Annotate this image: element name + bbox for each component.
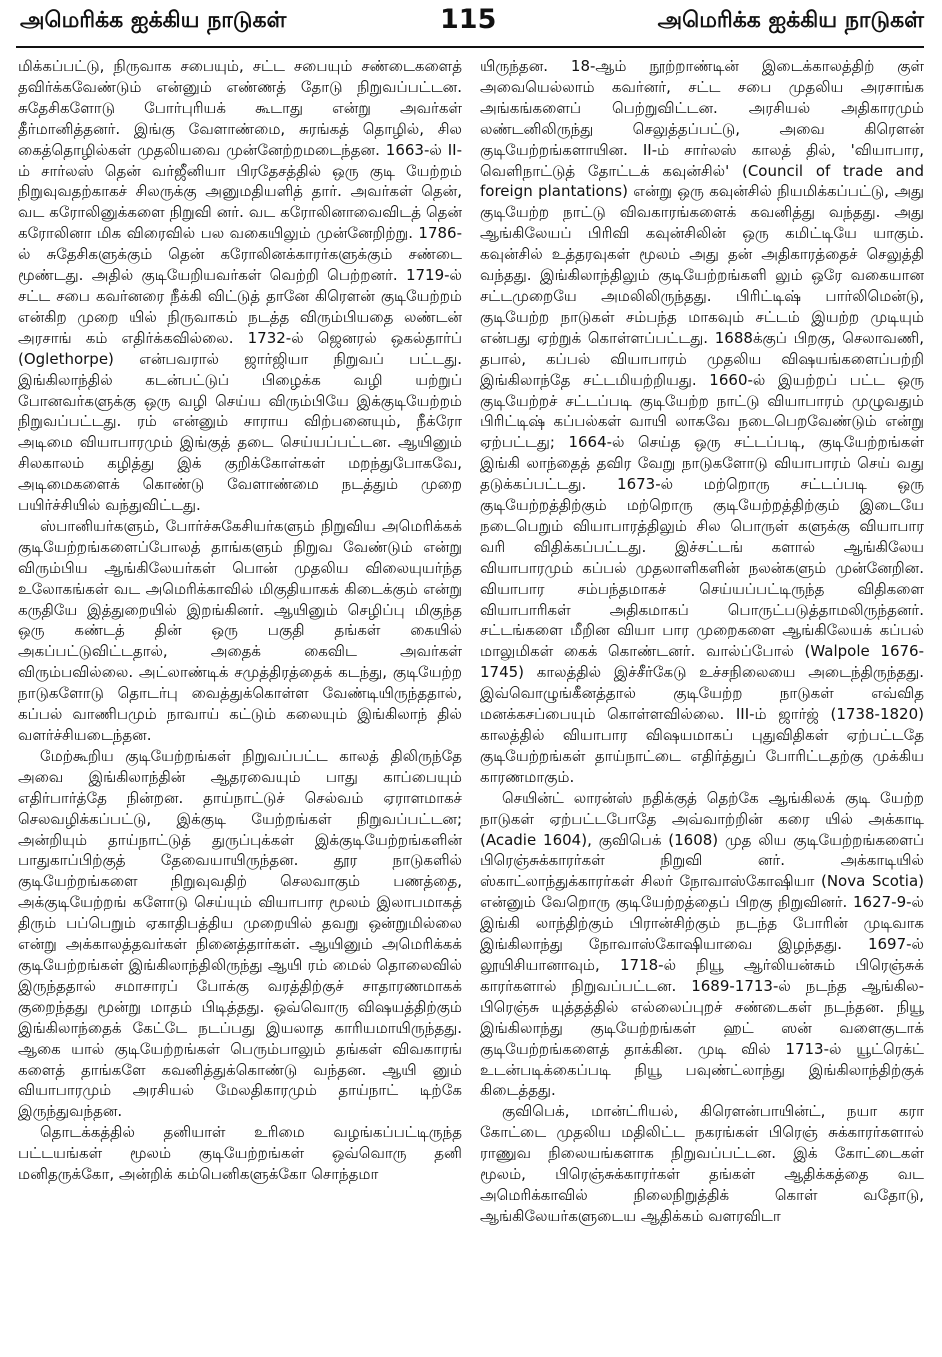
running-header: [0, 4, 942, 44]
right-column: [480, 56, 924, 1227]
page-number: 115: [440, 4, 497, 35]
header-right-title: அமெரிக்க ஐக்கிய நாடுகள்: [657, 8, 924, 33]
header-left-title: அமெரிக்க ஐக்கிய நாடுகள்: [20, 8, 287, 33]
left-column: [18, 56, 462, 1185]
paragraph: ஸ்பானியர்களும், போர்ச்சுகேசியர்களும் நிறுவிய அமெரிக்கக் குடியேற்றங்களைப்போலத் தாங்களும் நிறுவ வேண்டும் என்று விரும்பிய ஆங்கிலேயர்கள் பொன் முதலிய விலையுயர்ந்த உலோகங்கள் வட அமெரிக்காவில் மிகுதியாகக் கிடைக்கும் என்று கருதியே இத்துறையில் இறங்கினர். ஆயினும் செழிப்பு மிகுந்த ஒரு கண்டத் தின் ஒரு பகுதி தங்கள் கையில் அகப்பட்டுவிட்டதால், அதைக் கைவிட அவர்கள் விரும்பவில்லை. அட்லாண்டிக் சமுத்திரத்தைக் கடந்து, குடியேற்ற நாடுகளோடு தொடர்பு வைத்துக்கொள்ள வேண்டியிருந்ததால், கப்பல் வாணிபமும் நாவாய் கட்டும் கலையும் இங்கிலாந் தில் வளர்ச்சியடைந்தன.: [18, 516, 462, 744]
paragraph: மிக்கப்பட்டு, நிருவாக சபையும், சட்ட சபையும் சண்டைகளைத் தவிர்க்கவேண்டும் என்னும் எண்ணத் தோடு நிறுவப்பட்டன. சுதேசிகளோடு போர்புரியக் கூடாது என்று அவர்கள் தீர்மானித்தனர். இங்கு வேளாண்மை, சுரங்கத் தொழில், சில கைத்தொழில்கள் முதலியவை முன்னேற்றமடைந்தன. 1663-ல் II-ம் சார்லஸ் தென் வர்ஜீனியா பிரதேசத்தில் ஒரு குடி யேற்றம் நிறுவுவதற்காகச் சிலருக்கு அனுமதியளித் தார். அவர்கள் தென், வட கரோலினுக்களை நிறுவி னர். வட கரோலினாவைவிடத் தென் கரோலினா மிக விரைவில் பல வகையிலும் முன்னேறிற்று. 1786-ல் சுதேசிகளுக்கும் தென் கரோலினக்காரர்களுக்கும் சண்டை மூண்டது. அதில் குடியேறியவர்கள் வெற்றி பெற்றனர். 1719-ல் சட்ட சபை கவர்னரை நீக்கி விட்டுத் தானே கிரௌன் குடியேற்றம் என்கிற முறை யில் நிருவாகம் நடத்த விரும்பியதை லண்டன் அரசாங் கம் எதிர்க்கவில்லை. 1732-ல் ஜெனரல் ஒகல்தார்ப் (Oglethorpe) என்பவரால் ஜார்ஜியா நிறுவப் பட்டது. இங்கிலாந்தில் கடன்பட்டுப் பிழைக்க வழி யற்றுப் போனவர்களுக்கு ஒரு வழி செய்ய விரும்பியே இக்குடியேற்றம் நிறுவப்பட்டது. ரம் என்னும் சாராய விற்பனையும், நீக்ரோ அடிமை வியாபாரமும் இங்குத் தடை செய்யப்பட்டன. ஆயினும் சிலகாலம் கழித்து இக் குறிக்கோள்கள் மறந்துபோகவே, அடிமைகளைக் கொண்டு வேளாண்மை நடத்தும் முறை பயிர்ச்சியில் வந்துவிட்டது.: [18, 57, 462, 515]
paragraph: தொடக்கத்தில் தனியாள் உரிமை வழங்கப்பட்டிருந்த பட்டயங்கள் மூலம் குடியேற்றங்கள் ஒவ்வொரு தனி மனிதருக்கோ, அன்றிக் கம்பெனிகளுக்கோ சொந்தமா: [18, 1123, 462, 1184]
header-rule: [16, 46, 924, 48]
paragraph: மேற்கூறிய குடியேற்றங்கள் நிறுவப்பட்ட காலத் திலிருந்தே அவை இங்கிலாந்தின் ஆதரவையும் பாது காப்பையும் எதிர்பார்த்தே நின்றன. தாய்நாட்டுச் செல்வம் ஏராளமாகச் செலவழிக்கப்பட்டு, இக்குடி யேற்றங்கள் நிறுவப்பட்டன; அன்றியும் தாய்நாட்டுத் துருப்புக்கள் இக்குடியேற்றங்களின் பாதுகாப்பிற்குத் தேவையாயிருந்தன. தூர நாடுகளில் குடியேற்றங்களை நிறுவுவதிற் செலவாகும் பணத்தை, அக்குடியேற்றங் களோடு செய்யும் வியாபார மூலம் இலாபமாகத் திரும் பப்பெறும் ஏகாதிபத்திய முறையில் தவறு ஒன்றுமில்லை என்று அக்காலத்தவர்கள் நினைத்தார்கள். ஆயினும் அமெரிக்கக் குடியேற்றங்கள் இங்கிலாந்திலிருந்து ஆயி ரம் மைல் தொலைவில் இருந்ததால் சமாசாரப் போக்கு வரத்திற்குச் சாதாரணமாகக் குறைந்தது மூன்று மாதம் பிடித்தது. ஒவ்வொரு விஷயத்திற்கும் இங்கிலாந்தைக் கேட்டே நடப்பது இயலாத காரியமாயிருந்தது. ஆகை யால் குடியேற்றங்கள் பெரும்பாலும் தங்கள் விவகாரங் களைத் தாங்களே கவனித்துக்கொண்டு வந்தன. ஆயி னும் வியாபாரமும் அரசியல் மேலதிகாரமும் தாய்நாட் டிற்கே இருந்துவந்தன.: [18, 746, 462, 1121]
paragraph: குவிபெக், மான்ட்ரியல், கிரௌன்பாயின்ட், நயா கரா கோட்டை முதலிய மதிலிட்ட நகரங்கள் பிரெஞ் சுக்காரர்களால் ராணுவ நிலையங்களாக நிறுவப்பட்டன. இக் கோட்டைகள் மூலம், பிரெஞ்சுக்காரர்கள் தங்கள் ஆதிக்கத்தை வட அமெரிக்காவில் நிலைநிறுத்திக் கொள் வதோடு, ஆங்கிலேயர்களுடைய ஆதிக்கம் வளரவிடா: [480, 1102, 924, 1225]
paragraph: யிருந்தன. 18-ஆம் நூற்றாண்டின் இடைக்காலத்திற் குள் அவையெல்லாம் கவர்னர், சட்ட சபை முதலிய அரசாங்க அங்கங்களைப் பெற்றுவிட்டன. அரசியல் அதிகாரமும் லண்டனிலிருந்து செலுத்தப்பட்டு, அவை கிரௌன் குடியேற்றங்களாயின. II-ம் சார்லஸ் காலத் தில், 'வியாபார, வெளிநாட்டுத் தோட்டக் கவுன்சில்' (Council of trade and foreign plantations) என்று ஒரு கவுன்சில் நியமிக்கப்பட்டு, அது குடியேற்ற நாட்டு விவகாரங்களைக் கவனித்து வந்தது. அது ஆங்கிலேயப் பிரிவி கவுன்சிலின் ஒரு கமிட்டியே யாகும். கவுன்சில் உத்தரவுகள் மூலம் அது தன் அதிகாரத்தைச் செலுத்தி வந்தது. இங்கிலாந்திலும் குடியேற்றங்களி லும் ஒரே வகையான சட்டமுறையே அமலிலிருந்தது. பிரிட்டிஷ் பார்லிமென்டு, குடியேற்ற நாடுகள் சம்பந்த மாகவும் சட்டம் இயற்ற முடியும் என்பது ஏற்றுக் கொள்ளப்பட்டது. 1688க்குப் பிறகு, செலாவணி, தபால், கப்பல் வியாபாரம் முதலிய விஷயங்களைப்பற்றி இங்கிலாந்தே சட்டமியற்றியது. 1660-ல் இயற்றப் பட்ட ஒரு குடியேற்றச் சட்டப்படி குடியேற்ற நாட்டு வியாபாரம் முழுவதும் பிரிட்டிஷ் கப்பல்கள் வாயி லாகவே நடைபெறவேண்டும் என்று ஏற்பட்டது; 1664-ல் செய்த ஒரு சட்டப்படி, குடியேற்றங்கள் இங்கி லாந்தைத் தவிர வேறு நாடுகளோடு வியாபாரம் செய் வது தடுக்கப்பட்டது. 1673-ல் மற்றொரு சட்டப்படி ஒரு குடியேற்றத்திற்கும் மற்றொரு குடியேற்றத்திற்கும் இடையே நடைபெறும் வியாபாரத்திலும் சில பொருள் களுக்கு வியாபார வரி விதிக்கப்பட்டது. இச்சட்டங் களால் ஆங்கிலேய வியாபாரமும் கப்பல் முதலாளிகளின் நலன்களும் முன்னேறின. வியாபார சம்பந்தமாகச் செய்யப்பட்டிருந்த விதிகளை வியாபாரிகள் அதிகமாகப் பொருட்படுத்தாமலிருந்தனர். சட்டங்களை மீறின வியா பார முறைகளை ஆங்கிலேயக் கப்பல் மாலுமிகள் கைக் கொண்டனர். வால்ப்போல் (Walpole 1676-1745) காலத்தில் இச்சீர்கேடு உச்சநிலையை அடைந்திருந்தது. இவ்வொழுங்கீனத்தால் குடியேற்ற நாடுகள் எவ்வித மனக்கசப்பையும் கொள்ளவில்லை. III-ம் ஜார்ஜ் (1738-1820) காலத்தில் வியாபார விஷயமாகப் புதுவிதிகள் ஏற்பட்டதே குடியேற்றங்கள் தாய்நாட்டை எதிர்த்துப் போரிட்டதற்கு முக்கிய காரணமாகும்.: [480, 57, 924, 786]
paragraph: செயின்ட் லாரன்ஸ் நதிக்குத் தெற்கே ஆங்கிலக் குடி யேற்ற நாடுகள் ஏற்பட்டபோதே அவ்வாற்றின் கரை யில் அக்காடி (Acadie 1604), குவிபெக் (1608) முத லிய குடியேற்றங்களைப் பிரெஞ்சுக்காரர்கள் நிறுவி னர். அக்காடியில் ஸ்காட்லாந்துக்காரர்கள் சிலர் நோவாஸ்கோஷியா (Nova Scotia) என்னும் வேறொரு குடியேற்றத்தைப் பிறகு நிறுவினர். 1627-9-ல் இங்கி லாந்திற்கும் பிரான்சிற்கும் நடந்த போரின் முடிவாக இங்கிலாந்து நோவாஸ்கோஷியாவை இழந்தது. 1697-ல் லூயிசியானாவும், 1718-ல் நியூ ஆர்லியன்சும் பிரெஞ்சுக் காரர்களால் நிறுவப்பட்டன. 1689-1713-ல் நடந்த ஆங்கில-பிரெஞ்சு யுத்தத்தில் எல்லைப்புறச் சண்டைகள் நடந்தன. நியூ இங்கிலாந்து குடியேற்றங்கள் ஹட் ஸன் வளைகுடாக் குடியேற்றங்களைத் தாக்கின. முடி வில் 1713-ல் யூட்ரெக்ட் உடன்படிக்கைப்படி நியூ பவுண்ட்லாந்து இங்கிலாந்திற்குக் கிடைத்தது.: [480, 788, 924, 1100]
